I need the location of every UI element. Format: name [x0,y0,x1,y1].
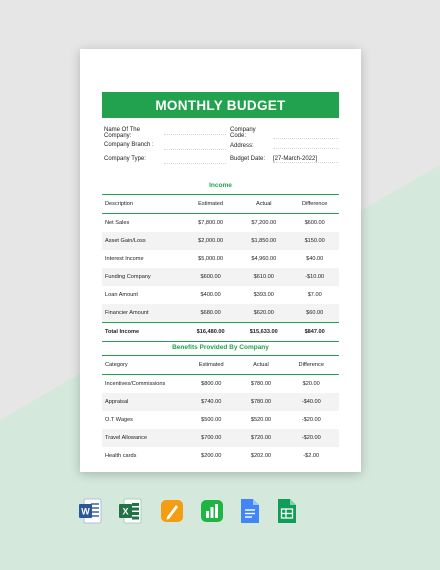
info-label: Name Of The Company: [104,126,140,139]
table-cell: $780.00 [250,381,272,387]
table-cell: $1,850.00 [237,232,290,250]
table-cell: $847.00 [290,323,339,342]
table-cell: Interest Income [105,256,144,262]
info-row [104,126,339,140]
table-cell: $500.00 [201,417,222,423]
info-label: Company Code: [230,126,256,139]
total-row [102,323,339,342]
table-cell: -$20.00 [283,429,339,447]
table-cell: $7,200.00 [251,220,277,226]
column-header: Actual [238,356,283,375]
benefits-section-title: Benefits Provided By Company [172,344,269,351]
column-header: Estimated [184,356,238,375]
table-header-row [102,356,339,375]
column-header: Estimated [184,195,237,214]
column-header: Difference [290,195,339,214]
table-cell: -$10.00 [290,268,339,286]
table-cell: $600.00 [304,220,325,226]
budget-date-value: [27-March-2022] [273,156,339,163]
info-row [104,140,339,154]
info-value [273,127,339,139]
table-cell: $520.00 [250,417,272,423]
table-cell: $600.00 [184,268,237,286]
document-sheet [80,49,361,472]
excel-icon[interactable] [118,497,142,525]
table-row [102,214,339,233]
table-cell: Health cards [105,453,137,459]
column-header: Category [102,356,184,375]
table-cell: Financier Amount [102,304,184,323]
table-cell: $680.00 [184,304,237,323]
table-cell: Incentives/Commissions [105,381,166,387]
table-cell: $620.00 [237,304,290,323]
info-field-line [164,127,226,135]
table-row [102,375,339,394]
table-cell: Loan Amount [105,292,138,298]
format-icons [0,497,440,525]
table-cell: $15,633.00 [237,323,290,342]
income-section-title: Income [209,182,232,189]
column-header: Difference [283,356,339,375]
table-cell: $7,800.00 [198,220,224,226]
pages-icon[interactable] [160,497,184,525]
info-row [104,153,339,167]
table-row [102,447,339,465]
table-cell: $400.00 [200,292,221,298]
table-cell: $16,480.00 [184,323,237,342]
document-title: MONTHLY BUDGET [102,92,339,118]
table-cell: Total Income [102,323,184,342]
table-cell: $202.00 [250,453,272,459]
table-header-row [102,195,339,214]
table-cell: -$20.00 [301,417,321,423]
table-row [102,232,339,250]
table-cell: $40.00 [306,256,324,262]
table-cell: Appraisal [102,393,184,411]
table-cell: -$2.00 [303,453,320,459]
table-cell: $2,000.00 [184,232,237,250]
table-cell: $4,960.00 [251,256,277,262]
table-cell: Net Sales [105,220,130,226]
excel-icon-letter: X [122,506,129,517]
table-cell: Travel Allowance [102,429,184,447]
table-cell: $740.00 [184,393,238,411]
table-cell: $200.00 [201,453,222,459]
table-cell: $5,000.00 [198,256,224,262]
table-cell: Funding Company [102,268,184,286]
table-cell: $150.00 [290,232,339,250]
column-header: Actual [237,195,290,214]
info-label: Company Type: [104,155,146,162]
table-cell: Asset Gain/Loss [102,232,184,250]
numbers-icon[interactable] [200,497,224,525]
table-row [102,268,339,286]
table-cell: $60.00 [290,304,339,323]
table-cell: O.T Wages [105,417,133,423]
info-field-line [164,142,226,150]
table-row [102,411,339,429]
table-cell: $610.00 [237,268,290,286]
table-cell: $7.00 [307,292,322,298]
company-info [104,126,339,167]
table-cell: $700.00 [184,429,238,447]
table-cell: -$40.00 [283,393,339,411]
table-cell: $780.00 [238,393,283,411]
income-table [102,194,339,342]
google-docs-icon[interactable] [238,497,262,525]
table-row [102,429,339,447]
benefits-table [102,355,339,465]
table-row [102,286,339,304]
table-row [102,393,339,411]
column-header: Description [102,195,184,214]
info-label: Address: [230,143,254,150]
info-label: Company Branch : [104,142,154,149]
table-row [102,304,339,323]
info-label: Budget Date: [230,156,266,163]
info-field-line [164,156,226,164]
word-icon-letter: W [81,506,90,517]
table-cell: $20.00 [302,381,320,387]
google-sheets-icon[interactable] [275,497,299,525]
table-row [102,250,339,268]
table-cell: $720.00 [238,429,283,447]
table-cell: $800.00 [201,381,222,387]
word-icon[interactable] [78,497,102,525]
table-cell: $393.00 [253,292,274,298]
info-value [273,143,339,149]
